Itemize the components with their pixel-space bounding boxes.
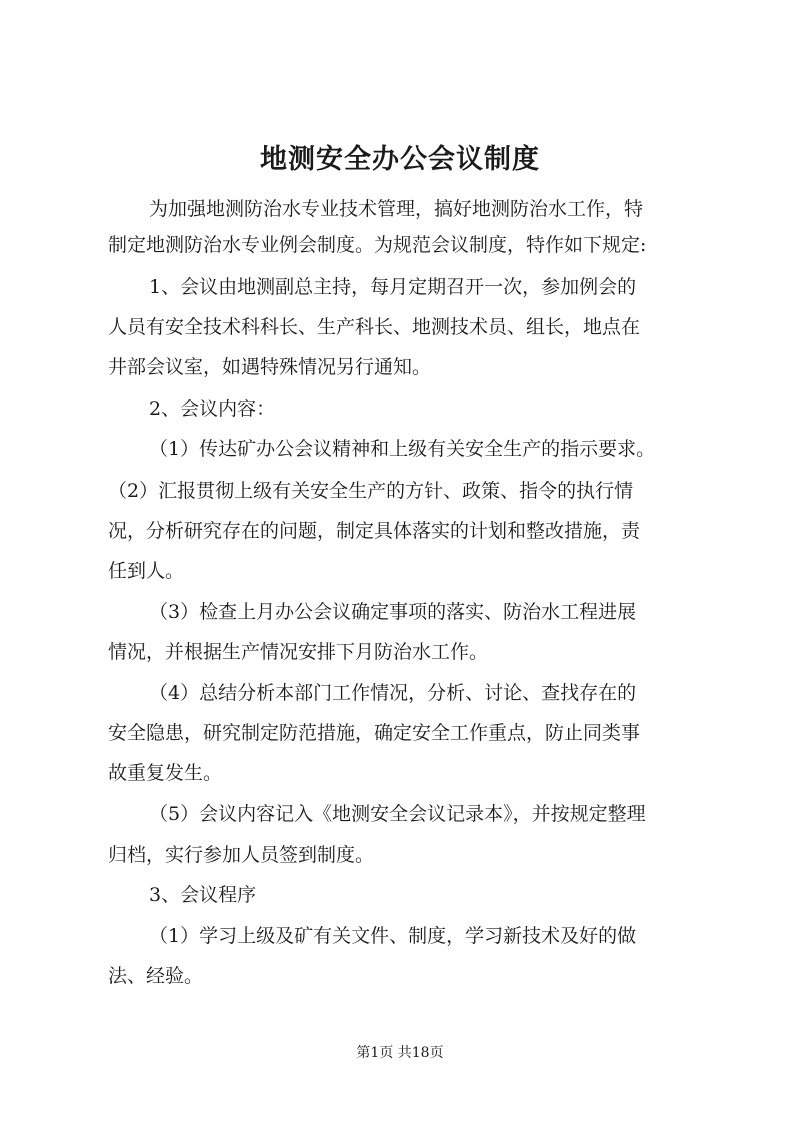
body-line: （1）学习上级及矿有关文件、制度，学习新技术及好的做 [149, 925, 637, 947]
body-line: （1）传达矿办公会议精神和上级有关安全生产的指示要求。 [149, 438, 656, 460]
body-line: 为加强地测防治水专业技术管理，搞好地测防治水工作，特 [149, 198, 644, 220]
body-line: 1、会议由地测副总主持，每月定期召开一次，参加例会的 [149, 276, 637, 298]
body-line: （5）会议内容记入《地测安全会议记录本》，并按规定整理 [149, 803, 646, 825]
body-line: 任到人。 [108, 560, 185, 582]
body-line: 法、经验。 [108, 965, 204, 987]
body-line: （3）检查上月办公会议确定事项的落实、防治水工程进展 [149, 601, 637, 623]
body-line: 故重复发生。 [108, 762, 223, 784]
body-line: 况，分析研究存在的问题，制定具体落实的计划和整改措施，责 [108, 520, 641, 542]
body-line: 3、会议程序 [149, 884, 257, 906]
body-line: 2、会议内容： [149, 398, 276, 420]
document-title: 地测安全办公会议制度 [260, 144, 540, 175]
page-number-footer: 第1页 共18页 [356, 1045, 444, 1061]
body-line: （2）汇报贯彻上级有关安全生产的方针、政策、指令的执行情 [108, 480, 634, 502]
body-line: （4）总结分析本部门工作情况，分析、讨论、查找存在的 [149, 682, 637, 704]
body-line: 制定地测防治水专业例会制度。为规范会议制度，特作如下规定: [108, 234, 647, 256]
body-line: 人员有安全技术科科长、生产科长、地测技术员、组长，地点在 [108, 316, 641, 338]
body-line: 井部会议室，如遇特殊情况另行通知。 [108, 356, 432, 378]
body-line: 归档，实行参加人员签到制度。 [108, 844, 375, 866]
body-line: 安全隐患，研究制定防范措施，确定安全工作重点，防止同类事 [108, 722, 641, 744]
body-line: 情况，并根据生产情况安排下月防治水工作。 [108, 641, 489, 663]
